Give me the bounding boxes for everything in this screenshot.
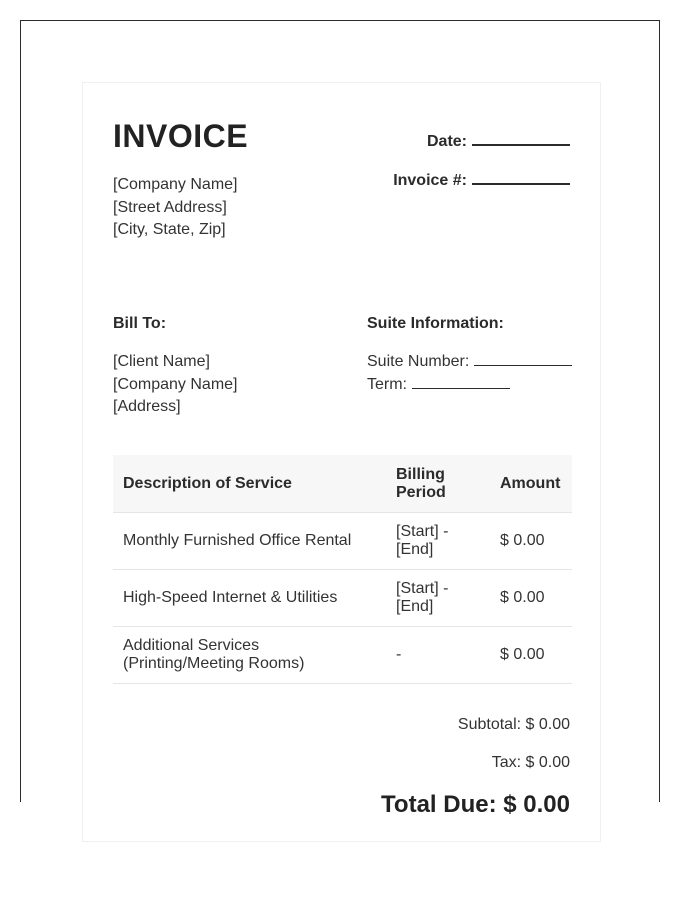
term-blank-line	[412, 374, 510, 389]
invoice-number-label: Invoice #:	[393, 172, 467, 189]
subtotal: Subtotal: $ 0.00	[457, 716, 570, 733]
row-billing-period: [Start] - [End]	[386, 513, 490, 570]
bill-to-heading: Bill To:	[113, 315, 167, 332]
suite-info-heading: Suite Information:	[367, 315, 504, 332]
client-company-name: [Company Name]	[113, 375, 238, 393]
total-due: Total Due: $ 0.00	[381, 791, 570, 818]
row-amount: $ 0.00	[490, 513, 572, 570]
row-billing-period: -	[386, 627, 490, 684]
header-amount: Amount	[490, 455, 572, 513]
table-row	[113, 627, 572, 684]
header-billing-period: Billing Period	[386, 455, 490, 513]
client-address: [Address]	[113, 398, 181, 415]
date-label: Date:	[426, 133, 467, 150]
header-description: Description of Service	[113, 455, 386, 513]
row-amount: $ 0.00	[490, 627, 572, 684]
tax: Tax: $ 0.00	[491, 754, 570, 771]
suite-number-field	[367, 351, 572, 374]
row-billing-period: [Start] - [End]	[386, 570, 490, 627]
term-label: Term:	[367, 375, 407, 393]
client-name: [Client Name]	[113, 353, 210, 370]
services-table	[113, 455, 572, 684]
table-row	[113, 513, 572, 570]
company-street: [Street Address]	[113, 198, 227, 216]
row-description: Additional Services (Printing/Meeting Rooms)	[113, 627, 386, 684]
row-description: High-Speed Internet & Utilities	[113, 570, 386, 627]
invoice-number-field	[393, 169, 570, 190]
suite-info-block	[367, 351, 572, 396]
table-header-row	[113, 455, 572, 513]
date-field	[427, 130, 570, 151]
suite-number-label: Suite Number:	[367, 353, 470, 370]
invoice-number-blank-line	[472, 169, 570, 185]
row-amount: $ 0.00	[490, 570, 572, 627]
table-row	[113, 570, 572, 627]
company-address-block	[113, 174, 238, 242]
invoice-document	[82, 82, 601, 842]
invoice-title: INVOICE	[113, 118, 249, 154]
row-description: Monthly Furnished Office Rental	[113, 513, 386, 570]
company-city: [City, State, Zip]	[113, 221, 226, 238]
date-blank-line	[472, 130, 570, 146]
suite-number-blank-line	[474, 351, 572, 366]
page-frame	[20, 20, 660, 818]
bill-to-block	[113, 351, 238, 419]
term-field	[367, 374, 572, 397]
company-name: [Company Name]	[113, 176, 238, 193]
